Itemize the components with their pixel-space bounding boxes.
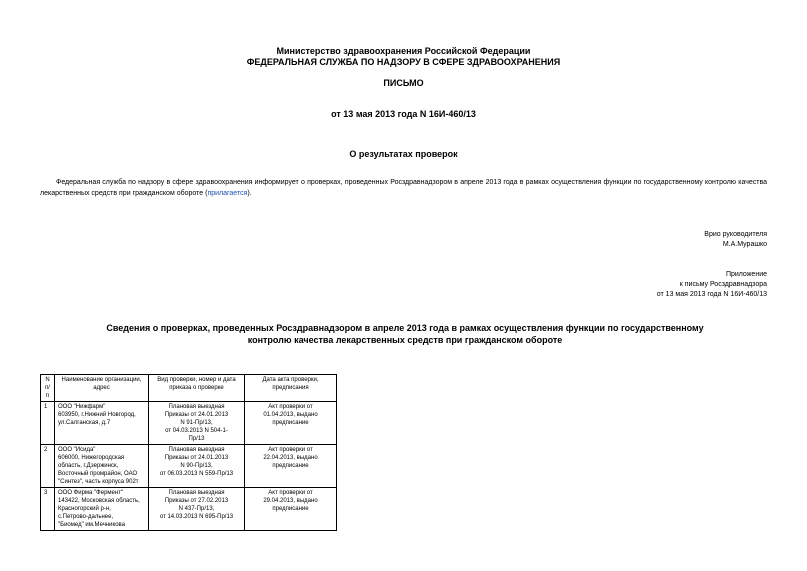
row-number: 3	[41, 488, 55, 531]
header-act: Дата акта проверки, предписания	[245, 375, 337, 402]
letter-body	[40, 177, 767, 199]
check-cell-line: от 06.03.2013 N 559-Пр/13	[159, 471, 234, 477]
check-cell	[149, 445, 245, 488]
check-cell-line: Пр/13	[188, 436, 205, 442]
check-cell	[149, 402, 245, 445]
org-cell-line: ООО "Нижфарм"	[58, 404, 106, 410]
act-cell-line: 01.04.2013, выдано	[263, 412, 318, 418]
act-cell	[245, 488, 337, 531]
act-cell-line: Акт проверки от	[268, 447, 313, 453]
body-text-end: ).	[247, 190, 252, 197]
ministry-name: Министерство здравоохранения Российской Федерации	[276, 46, 531, 56]
body-text-start: Федеральная служба по надзору в сфере здравоохранения информирует о проверках, проведенных Росздравнадзором в апреле 2013 года в рамках осуществления функции по государственному контролю качества лекарственных средств при гражданском обороте (	[40, 179, 767, 197]
check-cell-line: Приказы от 24.01.2013	[164, 412, 229, 418]
org-cell-line: с.Петрово-дальнее,	[58, 514, 114, 520]
table-row	[41, 402, 337, 445]
appendix-title: Сведения о проверках, проведенных Росздравнадзором в апреле 2013 года в рамках осуществления функции по государственному контролю качества лекарственных средств при гражданском обороте	[106, 323, 704, 345]
header-num: N п/п	[41, 375, 55, 402]
act-cell	[245, 445, 337, 488]
org-cell-line: 603950, г.Нижний Новгород,	[58, 412, 136, 418]
act-cell-line: предписание	[272, 463, 309, 469]
appendix-line-3: от 13 мая 2013 года N 16И-460/13	[656, 291, 767, 298]
org-cell	[55, 445, 149, 488]
check-cell-line: N 90-Пр/13,	[180, 463, 213, 469]
signature-position: Врио руководителя	[704, 231, 767, 238]
row-number: 2	[41, 445, 55, 488]
service-name: ФЕДЕРАЛЬНАЯ СЛУЖБА ПО НАДЗОРУ В СФЕРЕ ЗДРАВООХРАНЕНИЯ	[246, 57, 561, 67]
header-org: Наименование организации, адрес	[55, 375, 149, 402]
org-cell-line: "Синтез", часть корпуса 902т	[58, 479, 139, 485]
check-cell	[149, 488, 245, 531]
row-number: 1	[41, 402, 55, 445]
doc-date: от 13 мая 2013 года N 16И-460/13	[331, 109, 476, 119]
org-cell-line: Красногорский р-н,	[58, 506, 111, 512]
act-cell-line: 29.04.2013, выдано	[263, 498, 318, 504]
act-cell-line: Акт проверки от	[268, 404, 313, 410]
appendix-link[interactable]: прилагается	[207, 190, 248, 197]
signature-name: М.А.Мурашко	[722, 241, 767, 248]
org-cell-line: "Биомед" им.Мечникова	[58, 522, 126, 528]
act-cell-line: 22.04.2013, выдано	[263, 455, 318, 461]
table-row	[41, 488, 337, 531]
act-cell-line: предписание	[272, 506, 309, 512]
doc-title: О результатах проверок	[349, 149, 458, 159]
org-cell-line: ООО "Исида"	[58, 447, 96, 453]
appendix-line-1: Приложение	[725, 271, 767, 278]
check-cell-line: Приказы от 27.02.2013	[164, 498, 229, 504]
org-cell	[55, 488, 149, 531]
check-cell-line: от 14.03.2013 N 695-Пр/13	[159, 514, 234, 520]
org-cell-line: 606000, Нижегородская	[58, 455, 125, 461]
act-cell-line: Акт проверки от	[268, 490, 313, 496]
org-cell-line: область, г.Дзержинск,	[58, 463, 119, 469]
check-cell-line: N 91-Пр/13,	[180, 420, 213, 426]
header-check: Вид проверки, номер и дата приказа о проверке	[149, 375, 245, 402]
appendix-line-2: к письму Росздравнадзора	[679, 281, 767, 288]
table-header-row	[41, 375, 337, 402]
check-cell-line: N 437-Пр/13,	[178, 506, 215, 512]
org-cell-line: ООО Фирма "Фермент"	[58, 490, 124, 496]
org-cell-line: 143422, Московская область,	[58, 498, 140, 504]
check-cell-line: Приказы от 24.01.2013	[164, 455, 229, 461]
org-cell	[55, 402, 149, 445]
check-cell-line: Плановая выездная	[168, 447, 225, 453]
check-cell-line: от 04.03.2013 N 504-1-	[165, 428, 228, 434]
act-cell-line: предписание	[272, 420, 309, 426]
doc-type: ПИСЬМО	[383, 78, 424, 88]
org-cell-line: ул.Салганская, д.7	[58, 420, 111, 426]
inspections-table	[40, 374, 337, 531]
act-cell	[245, 402, 337, 445]
signature-block	[704, 230, 767, 250]
table-row	[41, 445, 337, 488]
check-cell-line: Плановая выездная	[168, 404, 225, 410]
org-cell-line: Восточный промрайон, ОАО	[58, 471, 138, 477]
check-cell-line: Плановая выездная	[168, 490, 225, 496]
appendix-block	[657, 270, 767, 300]
